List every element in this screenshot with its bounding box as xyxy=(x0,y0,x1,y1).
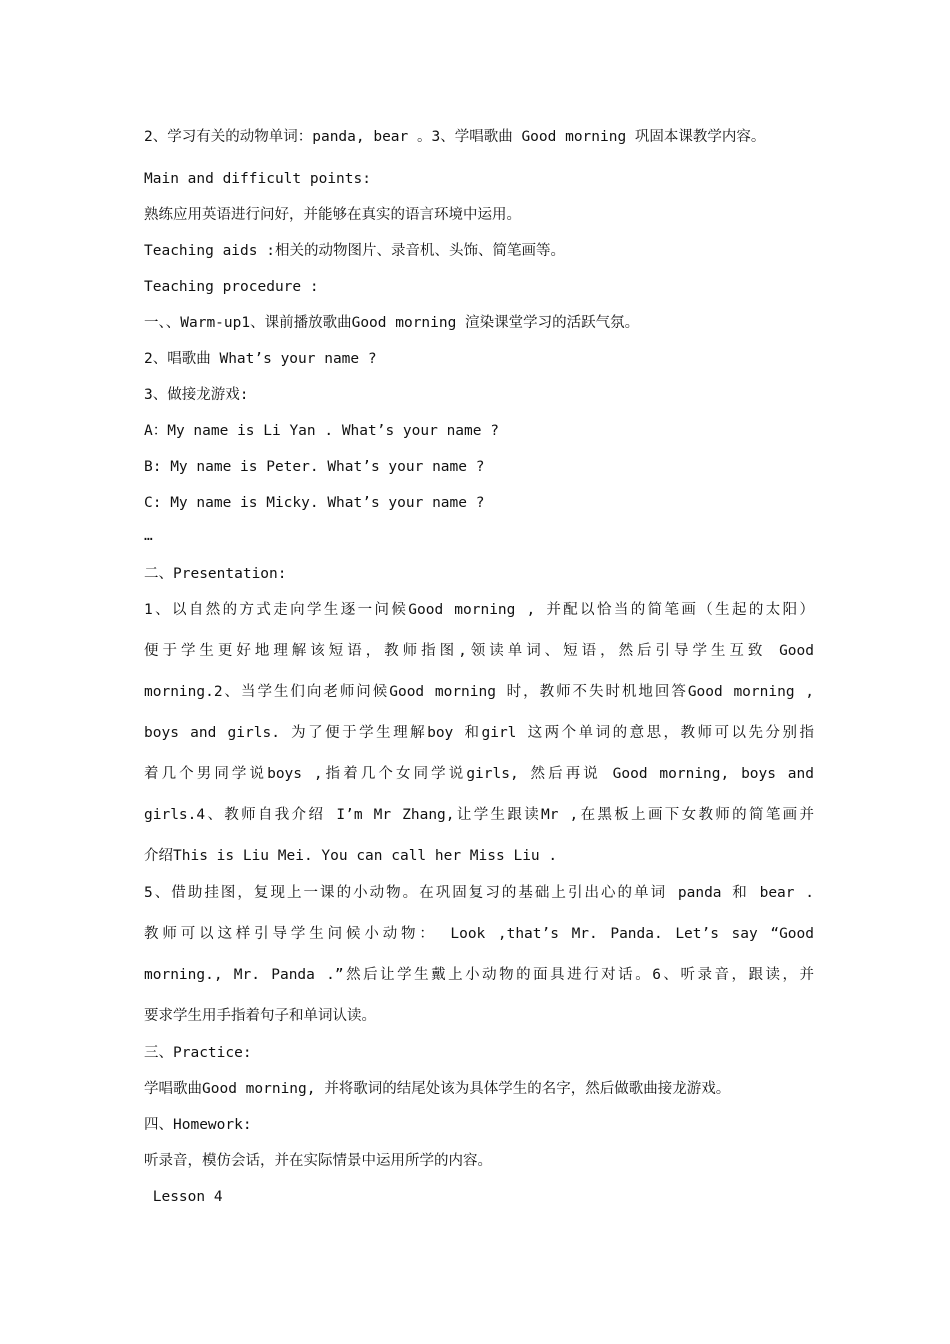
section-heading: 四、Homework: xyxy=(144,1117,252,1133)
text-line: boys and girls. 为了便于学生理解boy 和girl 这两个单词的意思，教师可以先分别指 xyxy=(144,725,814,741)
text-line: A：My name is Li Yan . What’s your name ? xyxy=(144,423,499,439)
text-line: 熟练应用英语进行问好，并能够在真实的语言环境中运用。 xyxy=(144,207,521,223)
text-line: 3、做接龙游戏: xyxy=(144,387,249,403)
text-line: 听录音，模仿会话，并在实际情景中运用所学的内容。 xyxy=(144,1153,492,1169)
text-line: 介绍This is Liu Mei. You can call her Miss Liu . xyxy=(144,848,558,864)
text-line: C: My name is Micky. What’s your name ? xyxy=(144,495,485,511)
text-line: girls.4、教师自我介绍 I’m Mr Zhang,让学生跟读Mr ,在黑板上画下女教师的简笔画并 xyxy=(144,807,814,823)
text-line: 着几个男同学说boys ,指着几个女同学说girls, 然后再说 Good morning, boys and xyxy=(144,766,814,782)
text-line: Teaching aids :相关的动物图片、录音机、头饰、简笔画等。 xyxy=(144,243,565,259)
text-line: 1、以自然的方式走向学生逐一问候Good morning , 并配以恰当的简笔画（生起的太阳） xyxy=(144,602,814,618)
text-line: … xyxy=(144,528,153,544)
text-line: B: My name is Peter. What’s your name ? xyxy=(144,459,485,475)
text-line: 一、、Warm-up1、课前播放歌曲Good morning 渲染课堂学习的活跃气氛。 xyxy=(144,315,640,331)
text-line: 2、学习有关的动物单词：panda, bear 。3、学唱歌曲 Good morning 巩固本课教学内容。 xyxy=(144,129,766,145)
section-heading: 三、Practice: xyxy=(144,1045,252,1061)
text-line: 5、借助挂图，复现上一课的小动物。在巩固复习的基础上引出心的单词 panda 和 bear . xyxy=(144,885,814,901)
text-line: morning.2、当学生们向老师问候Good morning 时，教师不失时机地回答Good morning , xyxy=(144,684,814,700)
section-heading: 二、Presentation: xyxy=(144,566,287,582)
text-line: 学唱歌曲Good morning, 并将歌词的结尾处该为具体学生的名字，然后做歌曲接龙游戏。 xyxy=(144,1081,731,1097)
text-line: 便于学生更好地理解该短语，教师指图,领读单词、短语，然后引导学生互致 Good xyxy=(144,643,814,659)
lesson-heading: Lesson 4 xyxy=(144,1189,223,1205)
text-line: Teaching procedure : xyxy=(144,279,319,295)
text-line: 要求学生用手指着句子和单词认读。 xyxy=(144,1008,376,1024)
text-line: morning., Mr. Panda .”然后让学生戴上小动物的面具进行对话。6、听录音，跟读，并 xyxy=(144,967,814,983)
text-line: 2、唱歌曲 What’s your name ? xyxy=(144,351,377,367)
text-line: Main and difficult points: xyxy=(144,171,371,187)
text-line: 教师可以这样引导学生问候小动物： Look ,that’s Mr. Panda. Let’s say “Good xyxy=(144,926,814,942)
